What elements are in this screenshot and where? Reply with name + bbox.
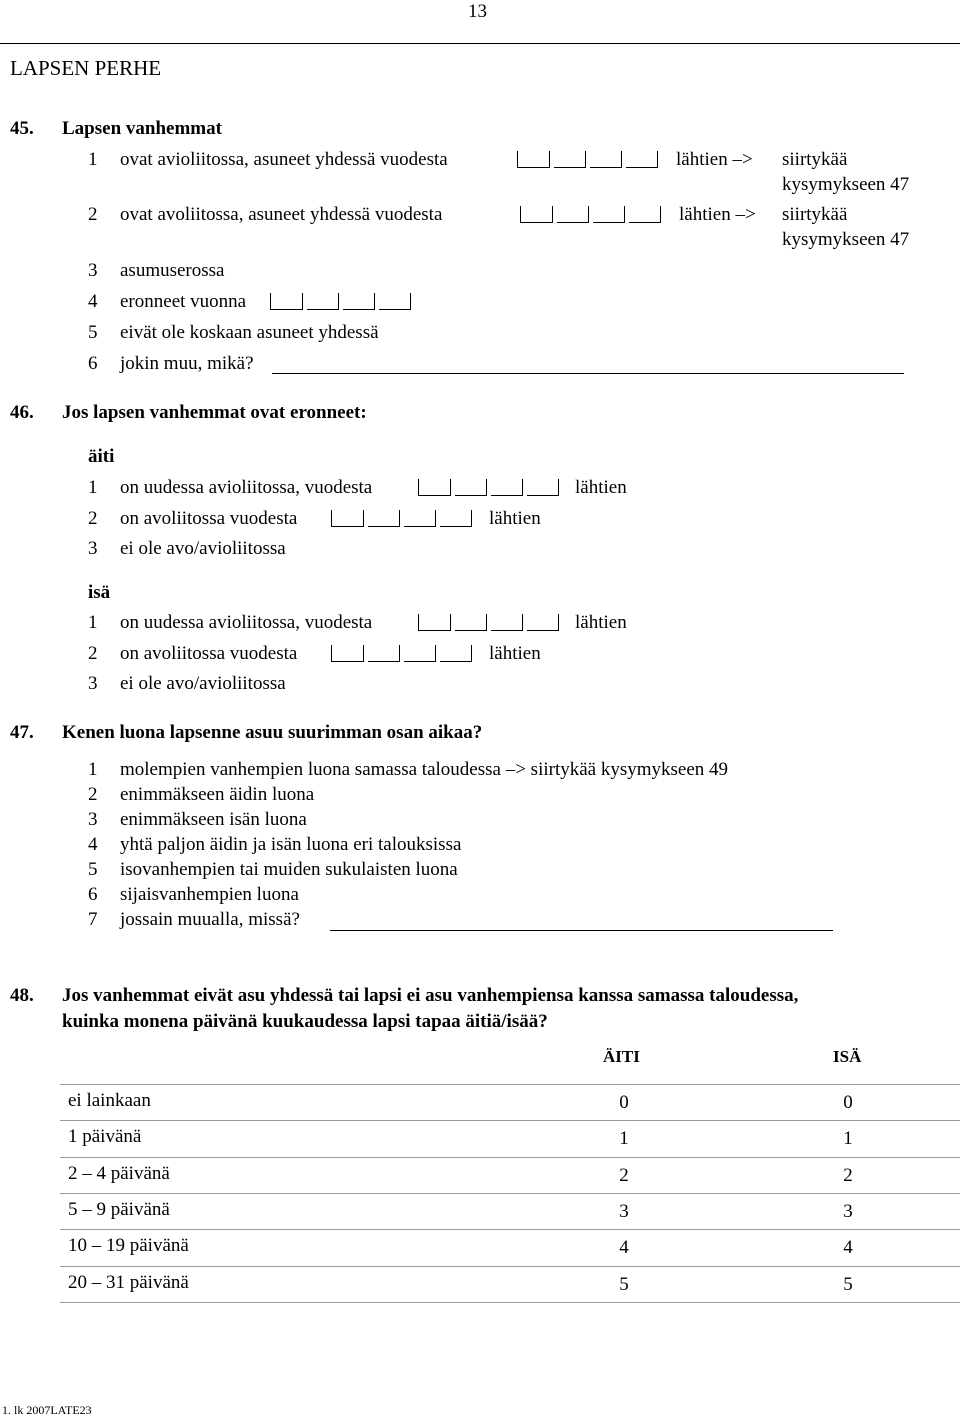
q45-option-1-label[interactable]: ovat avioliitossa, asuneet yhdessä vuodesta (120, 149, 448, 170)
q48-title-line-1: Jos vanhemmat eivät asu yhdessä tai lapsi ei asu vanhempiensa kanssa samassa taloudessa, (62, 985, 799, 1006)
q48-title-line-2: kuinka monena päivänä kuukaudessa lapsi tapaa äitiä/isää? (62, 1011, 548, 1032)
q47-option-2-number[interactable]: 2 (88, 784, 98, 805)
q47-title: Kenen luona lapsenne asuu suurimman osan aikaa? (62, 722, 483, 743)
q48-row-2-label: 1 päivänä (68, 1126, 142, 1147)
q47-other-answer-line[interactable] (330, 930, 833, 931)
q45-option-5-label[interactable]: eivät ole koskaan asuneet yhdessä (120, 322, 379, 343)
q47-option-1-number[interactable]: 1 (88, 759, 98, 780)
q46-father-option-2-suffix: lähtien (489, 643, 541, 664)
q46-mother-option-1-number[interactable]: 1 (88, 477, 98, 498)
q45-number: 45. (10, 118, 34, 139)
section-title: LAPSEN PERHE (10, 56, 162, 80)
q46-mother-option-2-year-boxes[interactable] (331, 510, 472, 533)
q47-option-7-number[interactable]: 7 (88, 909, 98, 930)
q46-mother-option-2-number[interactable]: 2 (88, 508, 98, 529)
q47-option-6-number[interactable]: 6 (88, 884, 98, 905)
q46-mother-label: äiti (88, 446, 115, 467)
q45-option-4-year-boxes[interactable] (270, 293, 411, 316)
q47-option-2-label[interactable]: enimmäkseen äidin luona (120, 784, 315, 805)
q48-row-6-label: 20 – 31 päivänä (68, 1272, 189, 1293)
q45-option-1-goto-2: kysymykseen 47 (782, 174, 910, 195)
q46-father-label: isä (88, 582, 111, 603)
q45-option-6-label[interactable]: jokin muu, mikä? (120, 353, 254, 374)
q48-number: 48. (10, 985, 34, 1006)
q47-option-6-label[interactable]: sijaisvanhempien luona (120, 884, 299, 905)
footer-code: 1. lk 2007LATE23 (2, 1403, 92, 1417)
q45-option-4-label[interactable]: eronneet vuonna (120, 291, 247, 312)
q46-father-option-1-label[interactable]: on uudessa avioliitossa, vuodesta (120, 612, 373, 633)
q46-mother-option-2-suffix: lähtien (489, 508, 541, 529)
q48-row-2-mother-code[interactable]: 1 (619, 1128, 629, 1149)
q48-row-3-label: 2 – 4 päivänä (68, 1163, 170, 1184)
q45-option-3-number[interactable]: 3 (88, 260, 98, 281)
q48-column-mother: ÄITI (603, 1047, 640, 1066)
q46-father-option-3-number[interactable]: 3 (88, 673, 98, 694)
q48-row-1-mother-code[interactable]: 0 (619, 1092, 629, 1113)
q46-father-option-1-suffix: lähtien (575, 612, 627, 633)
q45-option-1-suffix: lähtien –> (676, 149, 753, 170)
q45-option-2-year-boxes[interactable] (520, 206, 661, 229)
table-rule (60, 1229, 960, 1230)
q46-mother-option-3-label[interactable]: ei ole avo/avioliitossa (120, 538, 286, 559)
q45-option-4-number[interactable]: 4 (88, 291, 98, 312)
q47-option-7-label[interactable]: jossain muualla, missä? (120, 909, 300, 930)
q46-father-option-1-number[interactable]: 1 (88, 612, 98, 633)
q48-row-1-label: ei lainkaan (68, 1090, 151, 1111)
q46-father-option-1-year-boxes[interactable] (418, 614, 559, 637)
q45-option-2-goto-2: kysymykseen 47 (782, 229, 910, 250)
q45-option-1-year-boxes[interactable] (517, 151, 658, 174)
q47-option-1-label[interactable]: molempien vanhempien luona samassa taloudessa –> siirtykää kysymykseen 49 (120, 759, 729, 780)
q48-row-6-mother-code[interactable]: 5 (619, 1274, 629, 1295)
q48-row-4-mother-code[interactable]: 3 (619, 1201, 629, 1222)
q46-father-option-2-label[interactable]: on avoliitossa vuodesta (120, 643, 298, 664)
q48-row-3-mother-code[interactable]: 2 (619, 1165, 629, 1186)
q46-father-option-2-number[interactable]: 2 (88, 643, 98, 664)
q47-option-4-number[interactable]: 4 (88, 834, 98, 855)
q46-mother-option-1-suffix: lähtien (575, 477, 627, 498)
q46-number: 46. (10, 402, 34, 423)
q45-option-1-goto: siirtykää (782, 149, 848, 170)
q48-row-3-father-code[interactable]: 2 (843, 1165, 853, 1186)
q47-number: 47. (10, 722, 34, 743)
q47-option-3-number[interactable]: 3 (88, 809, 98, 830)
q47-option-5-label[interactable]: isovanhempien tai muiden sukulaisten luona (120, 859, 458, 880)
q47-option-3-label[interactable]: enimmäkseen isän luona (120, 809, 307, 830)
table-rule (60, 1302, 960, 1303)
q45-option-6-number[interactable]: 6 (88, 353, 98, 374)
q48-row-5-father-code[interactable]: 4 (843, 1237, 853, 1258)
q46-father-option-2-year-boxes[interactable] (331, 645, 472, 668)
q45-other-answer-line[interactable] (272, 373, 904, 374)
table-rule (60, 1157, 960, 1158)
q48-row-1-father-code[interactable]: 0 (843, 1092, 853, 1113)
table-rule (60, 1266, 960, 1267)
q46-mother-option-1-year-boxes[interactable] (418, 479, 559, 502)
q45-option-3-label[interactable]: asumuserossa (120, 260, 225, 281)
q46-title: Jos lapsen vanhemmat ovat eronneet: (62, 402, 367, 423)
q48-column-father: ISÄ (833, 1047, 862, 1066)
table-rule (60, 1193, 960, 1194)
q45-option-1-number[interactable]: 1 (88, 149, 98, 170)
q45-option-2-goto: siirtykää (782, 204, 848, 225)
header-divider (0, 43, 960, 44)
q48-row-4-label: 5 – 9 päivänä (68, 1199, 170, 1220)
q46-mother-option-1-label[interactable]: on uudessa avioliitossa, vuodesta (120, 477, 373, 498)
q45-option-2-label[interactable]: ovat avoliitossa, asuneet yhdessä vuodesta (120, 204, 443, 225)
q46-mother-option-2-label[interactable]: on avoliitossa vuodesta (120, 508, 298, 529)
q48-row-6-father-code[interactable]: 5 (843, 1274, 853, 1295)
table-rule (60, 1120, 960, 1121)
q48-row-2-father-code[interactable]: 1 (843, 1128, 853, 1149)
q45-option-5-number[interactable]: 5 (88, 322, 98, 343)
q48-row-5-label: 10 – 19 päivänä (68, 1235, 189, 1256)
table-rule (60, 1084, 960, 1085)
q45-option-2-suffix: lähtien –> (679, 204, 756, 225)
q46-father-option-3-label[interactable]: ei ole avo/avioliitossa (120, 673, 286, 694)
q48-row-5-mother-code[interactable]: 4 (619, 1237, 629, 1258)
q47-option-5-number[interactable]: 5 (88, 859, 98, 880)
q48-row-4-father-code[interactable]: 3 (843, 1201, 853, 1222)
q45-title: Lapsen vanhemmat (62, 118, 222, 139)
q46-mother-option-3-number[interactable]: 3 (88, 538, 98, 559)
q45-option-2-number[interactable]: 2 (88, 204, 98, 225)
page-number: 13 (468, 1, 487, 22)
q47-option-4-label[interactable]: yhtä paljon äidin ja isän luona eri talouksissa (120, 834, 462, 855)
